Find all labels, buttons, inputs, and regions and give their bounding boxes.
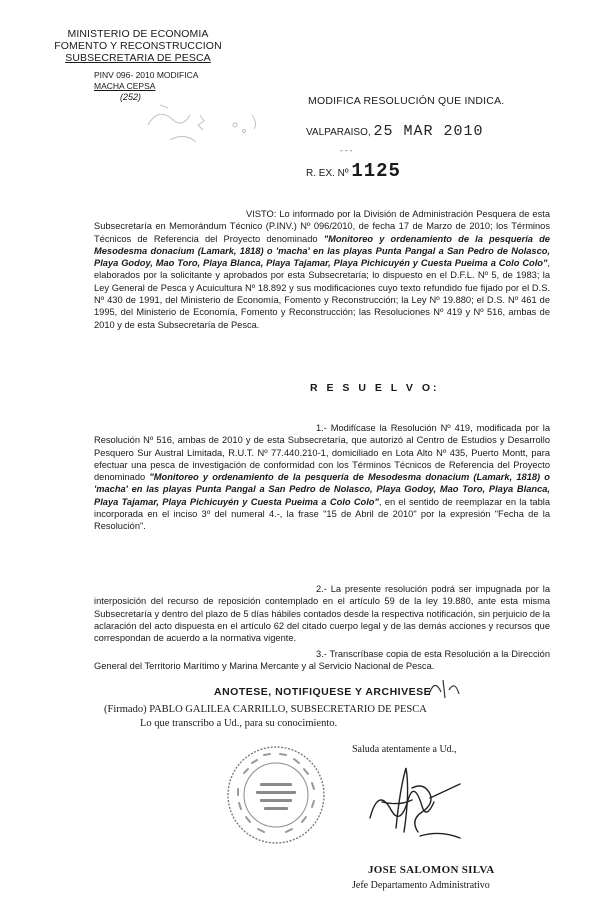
subsecretaria-name: SUBSECRETARIA DE PESCA (65, 52, 211, 64)
place-label: VALPARAISO, (306, 127, 371, 138)
visto-text-1: VISTO: Lo informado por la División de Administración Pesquera de esta Subsecretaría en Memorándum Técnico (P.INV.) Nº 096/2010, de fecha 17 de Marzo de 2010; los Términos Técnicos de Referencia del Proyecto denominado (94, 209, 550, 244)
reference-code: PINV 096- 2010 MODIFICA (94, 70, 199, 80)
resolution-prefix: R. EX. Nº (306, 168, 349, 179)
document-subject: MODIFICA RESOLUCIÓN QUE INDICA. (308, 95, 505, 107)
transcribo-line: Lo que transcribo a Ud., para su conocimiento. (140, 718, 338, 729)
faint-stamp-mark (140, 85, 290, 155)
letterhead (38, 28, 238, 64)
reference-project: MACHA CEPSA (94, 81, 156, 91)
official-seal-icon (224, 743, 328, 847)
resolution-number-row (306, 160, 401, 182)
signatory-title: Jefe Departamento Administrativo (352, 880, 490, 891)
date-underline: - - - (340, 146, 353, 155)
visto-paragraph (94, 208, 550, 331)
handwritten-initials (425, 674, 465, 702)
closing-formula: ANOTESE, NOTIFIQUESE Y ARCHIVESE (214, 686, 432, 698)
signature-scribble-icon (360, 758, 480, 848)
point-1-paragraph (94, 422, 550, 533)
visto-project-title: "Monitoreo y ordenamiento de la pesquería de Mesodesma donacium (Lamark, 1818) o 'macha' en las playas Punta Pangal a San Pedro de Nolasco, Playa Godoy, Mao Toro, Playa Blanca, Playa Tajamar, Playa Pichicuyén y Cuesta Pueima a Colo Colo" (94, 233, 550, 269)
date-stamp: 25 MAR 2010 (373, 123, 484, 140)
signatory-name: JOSE SALOMON SILVA (368, 864, 495, 876)
resolution-number: 1125 (351, 160, 401, 182)
point-2-paragraph: 2.- La presente resolución podrá ser impugnada por la interposición del recurso de reposición contemplado en el artículo 59 de la ley 19.880, ante esta misma Subsecretaría y dentro del plazo de 5 días hábiles contados desde la respectiva notificación, sin perjuicio de la aclaración del acto dispuesta en el artículo 62 del citado cuerpo legal y de las demás acciones y recursos que correspondan de acuerdo a la normativa vigente. (94, 584, 550, 644)
saluda-line: Saluda atentamente a Ud., (352, 744, 457, 755)
place-date (306, 123, 483, 140)
point-3-paragraph: 3.- Transcríbase copia de esta Resolución a la Dirección General del Territorio Marítimo y Marina Mercante y al Servicio Nacional de Pesca. (94, 649, 550, 672)
reference-number: (252) (120, 92, 142, 102)
point-1-project-title: "Monitoreo y ordenamiento de la pesquería de Mesodesma donacium (Lamark, 1818) o 'macha' en las playas Punta Pangal a San Pedro de Nolasco, Playa Godoy, Mao Toro, Playa Blanca, Playa Tajamar, Playa Pichicuyén y Cuesta Pueima a Colo Colo" (94, 472, 550, 507)
point-1-text-1: 1.- Modifícase la Resolución Nº 419, modificada por la Resolución Nº 516, ambas de 2010 y de esta Subsecretaría, que autorizó al Centro de Estudios y Desarrollo Pesquero Sur Austral Limitada, R.U.T. Nº 77.440.210-1, domiciliado en Lota Alto Nº 435, Puerto Montt, para efectuar una pesca de investigación de conformidad con los Términos Técnicos de Referencia del Proyecto denominado (94, 423, 550, 483)
ministry-subname: FOMENTO Y RECONSTRUCCION (54, 40, 222, 52)
point-1-text-2: , en el sentido de reemplazar en la tabla incorporada en el inciso 3º del numeral 4.-, la frase "15 de Abril de 2010" por la expresión "Fecha de la Resolución". (94, 496, 551, 532)
ministry-name: MINISTERIO DE ECONOMIA (67, 28, 209, 40)
visto-text-2: , elaborados por la solicitante y aprobados por esta Subsecretaría; lo dispuesto en el D.F.L. Nº 5, de 1983; la Ley General de Pesca y Acuicultura Nº 18.892 y sus modificaciones cuyo texto refundido fue fijado por el D.S. Nº 430 de 1991, del Ministerio de Economía, Fomento y Reconstrucción; la Ley Nº 19.880; el D.S. Nº 461 de 1995, del Ministerio de Economía, Fomento y Reconstrucción; las Resoluciones Nº 419 y Nº 516, ambas de 2010 y de esta Subsecretaría de Pesca. (94, 258, 550, 330)
firmado-line: (Firmado) PABLO GALILEA CARRILLO, SUBSECRETARIO DE PESCA (104, 704, 427, 715)
resuelvo-heading: R E S U E L V O: (310, 382, 440, 394)
